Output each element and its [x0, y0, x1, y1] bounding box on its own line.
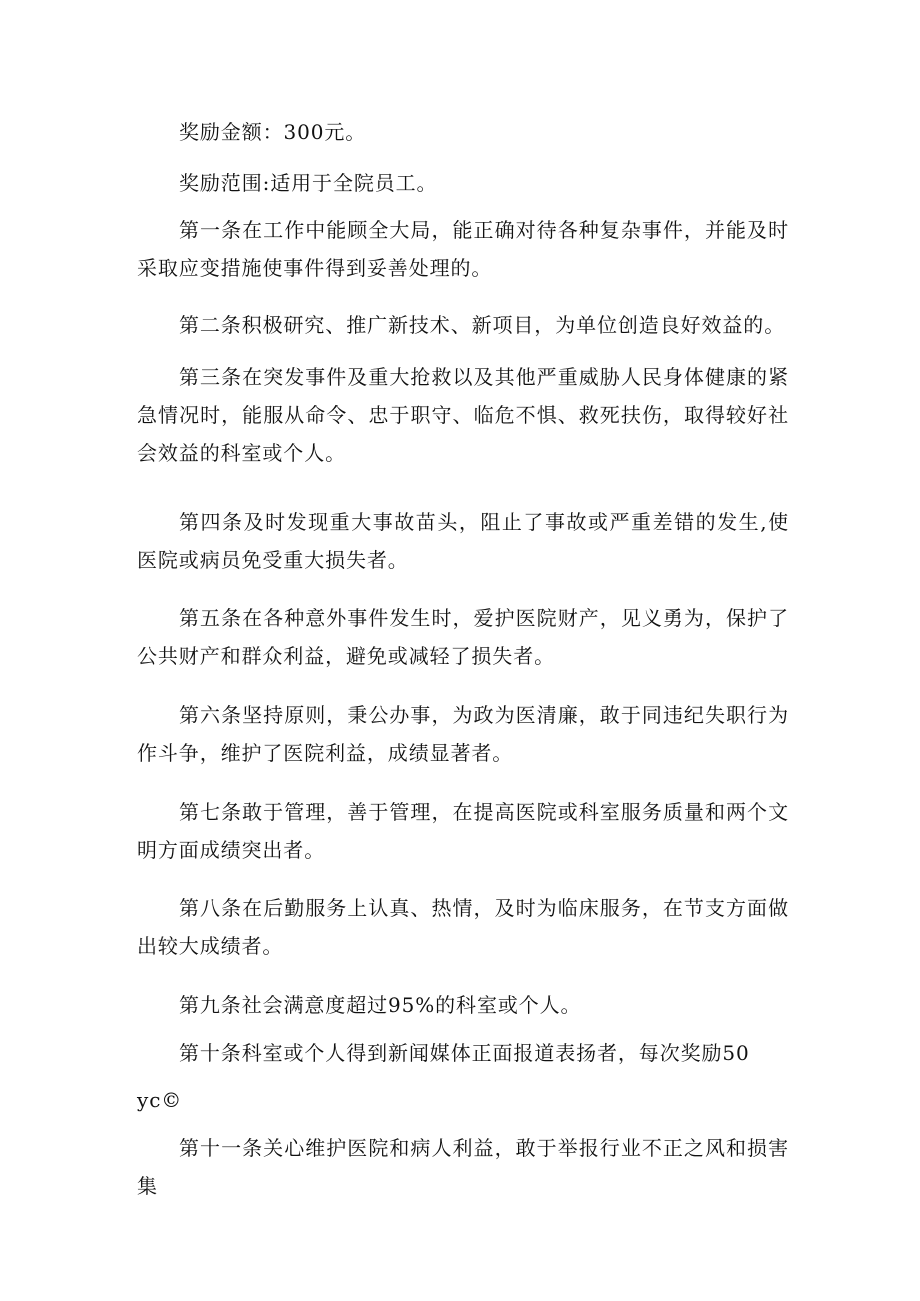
article-9-block	[137, 986, 789, 1024]
reward-amount: 奖励金额：300元。	[179, 120, 367, 144]
article-1-block	[137, 211, 789, 287]
article-1: 第一条在工作中能顾全大局，能正确对待各种复杂事件，并能及时采取应变措施使事件得到妥善处理的。	[137, 218, 789, 280]
article-3: 第三条在突发事件及重大抢救以及其他严重威胁人民身体健康的紧急情况时，能服从命令、忠于职守、临危不惧、救死扶伤，取得较好社会效益的科室或个人。	[137, 365, 789, 465]
article-6: 第六条坚持原则，秉公办事，为政为医清廉，敢于同违纪失职行为作斗争，维护了医院利益，成绩显著者。	[137, 703, 789, 765]
article-11: 第十一条关心维护医院和病人利益，敢于举报行业不正之风和损害集	[137, 1136, 789, 1198]
article-7-block	[137, 793, 789, 869]
article-5-block	[137, 599, 789, 675]
reward-scope-block	[137, 164, 789, 202]
article-8-block	[137, 889, 789, 965]
article-2-block	[137, 306, 789, 344]
article-5: 第五条在各种意外事件发生时，爱护医院财产，见义勇为，保护了公共财产和群众利益，避免或减轻了损失者。	[137, 606, 789, 668]
reward-amount-block	[137, 113, 789, 151]
article-10-block	[137, 1034, 789, 1072]
article-9: 第九条社会满意度超过95%的科室或个人。	[179, 993, 582, 1017]
article-10: 第十条科室或个人得到新闻媒体正面报道表扬者，每次奖励50	[179, 1041, 750, 1065]
article-10-continuation-block	[137, 1081, 789, 1119]
article-6-block	[137, 696, 789, 772]
article-11-block	[137, 1129, 789, 1205]
reward-scope: 奖励范围:适用于全院员工。	[179, 171, 438, 195]
article-8: 第八条在后勤服务上认真、热情，及时为临床服务，在节支方面做出较大成绩者。	[137, 896, 789, 958]
article-2: 第二条积极研究、推广新技术、新项目，为单位创造良好效益的。	[179, 313, 786, 337]
article-4: 第四条及时发现重大事故苗头，阻止了事故或严重差错的发生,使医院或病员免受重大损失者。	[137, 510, 789, 572]
article-10-continuation: yc©	[137, 1088, 183, 1112]
article-4-block	[137, 503, 789, 579]
article-3-block	[137, 358, 789, 472]
article-7: 第七条敢于管理，善于管理，在提高医院或科室服务质量和两个文明方面成绩突出者。	[137, 800, 789, 862]
